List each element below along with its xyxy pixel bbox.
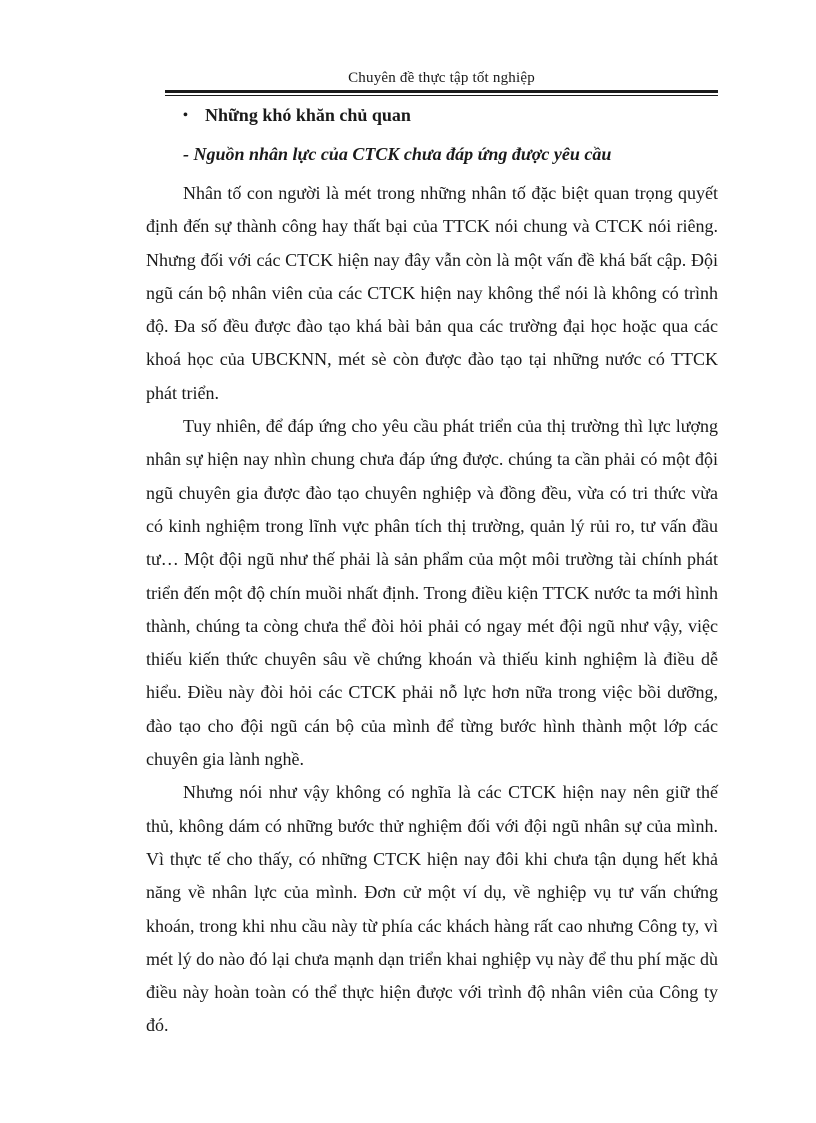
header-rule-thick [165,90,718,93]
paragraph: Nhân tố con người là mét trong những nhân tố đặc biệt quan trọng quyết định đến sự thành công hay thất bại của TTCK nói chung và CTCK nói riêng. Nhưng đối với các CTCK hiện nay đây vẫn còn là một vấn đề khá bất cập. Đội ngũ cán bộ nhân viên của các CTCK hiện nay không thể nói là không có trình độ. Đa số đều được đào tạo khá bài bản qua các trường đại học hoặc qua các khoá học của UBCKNN, mét sè còn được đào tạo tại những nước có TTCK phát triển. [146,183,718,403]
page-header [165,68,718,94]
header-rule-thin [165,95,718,96]
header-title: Chuyên đề thực tập tốt nghiệp [348,70,535,86]
section-heading-text: Những khó khăn chủ quan [205,105,411,125]
paragraph: Nhưng nói như vậy không có nghĩa là các CTCK hiện nay nên giữ thế thủ, không dám có những bước thử nghiệm đối với đội ngũ nhân sự của mình. Vì thực tế cho thấy, có những CTCK hiện nay đôi khi chưa tận dụng hết khả năng về nhân lực của mình. Đơn cử một ví dụ, về nghiệp vụ tư vấn chứng khoán, trong khi nhu cầu này từ phía các khách hàng rất cao nhưng Công ty, vì mét lý do nào đó lại chưa mạnh dạn triển khai nghiệp vụ này để thu phí mặc dù điều này hoàn toàn có thể thực hiện được với trình độ nhân viên của Công ty đó. [146,782,718,1036]
sub-heading: - Nguồn nhân lực của CTCK chưa đáp ứng được yêu cầu [183,144,612,164]
body-text [146,177,718,1043]
section-heading [183,105,411,126]
bullet-icon: • [183,108,188,123]
paragraph: Tuy nhiên, để đáp ứng cho yêu cầu phát triển của thị trường thì lực lượng nhân sự hiện nay nhìn chung chưa đáp ứng được. chúng ta cần phải có một đội ngũ chuyên gia được đào tạo chuyên nghiệp và đồng đều, vừa có tri thức vừa có kinh nghiệm trong lĩnh vực phân tích thị trường, quản lý rủi ro, tư vấn đầu tư… Một đội ngũ như thế phải là sản phẩm của một môi trường tài chính phát triển đến một độ chín muồi nhất định. Trong điều kiện TTCK nước ta mới hình thành, chúng ta còng chưa thể đòi hỏi phải có ngay mét đội ngũ như vậy, việc thiếu kiến thức chuyên sâu về chứng khoán và thiếu kinh nghiệm là điều dễ hiểu. Điều này đòi hỏi các CTCK phải nỗ lực hơn nữa trong việc bồi dưỡng, đào tạo cho đội ngũ cán bộ của mình để từng bước hình thành một lớp các chuyên gia lành nghề. [146,416,718,770]
